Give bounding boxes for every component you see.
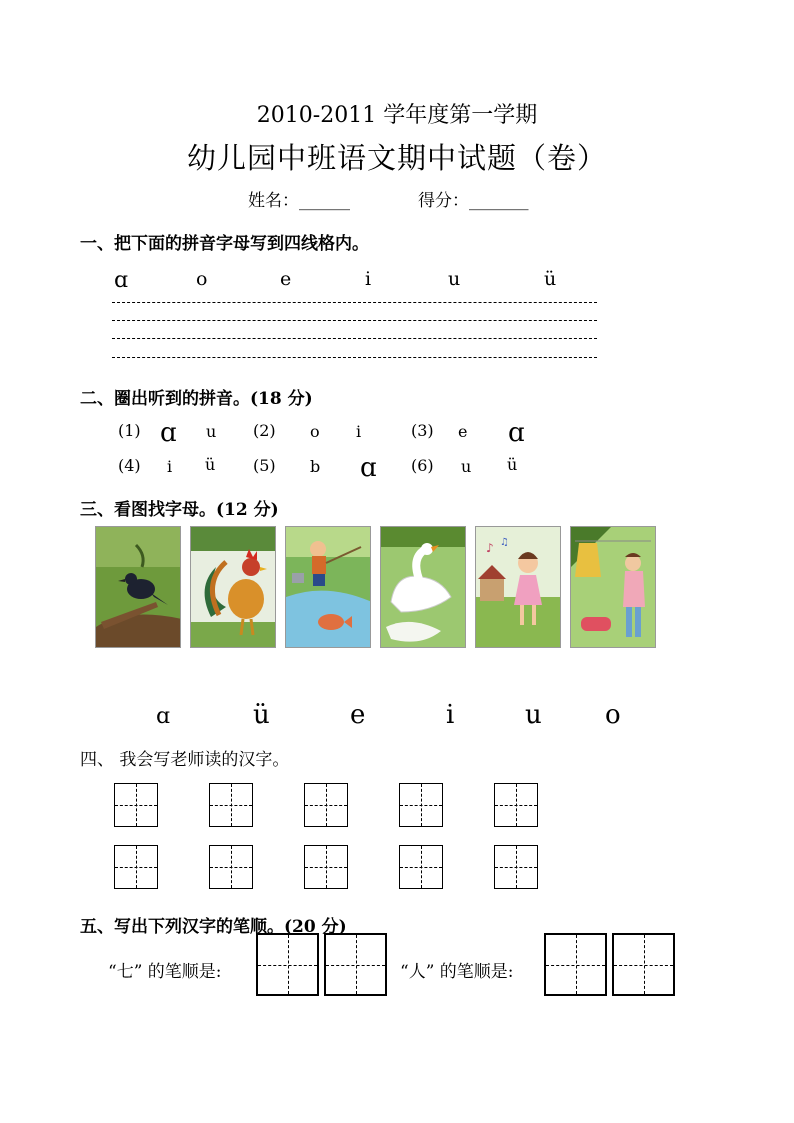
section1-heading: 一、把下面的拼音字母写到四线格内。 (80, 234, 369, 254)
tian-grid-box[interactable] (114, 845, 158, 889)
item-number: (3) (411, 421, 434, 440)
svg-text:♫: ♫ (500, 537, 509, 548)
stroke-order-label-qi: “七” 的笔顺是: (108, 962, 222, 982)
tian-grid-box[interactable] (209, 783, 253, 827)
pinyin-option[interactable]: e (458, 422, 468, 441)
section1-letter: e (280, 268, 292, 290)
pinyin-option[interactable]: o (310, 422, 320, 441)
item-number: (6) (411, 456, 434, 475)
girl-singing-picture (475, 526, 561, 648)
tian-grid-box[interactable] (114, 783, 158, 827)
section1-letter: ɑ (114, 268, 129, 293)
tian-grid-box[interactable] (494, 845, 538, 889)
pinyin-option[interactable]: ü (205, 455, 216, 474)
score-field: 得分：_______ (418, 191, 529, 211)
stroke-order-label-ren: “人” 的笔顺是: (400, 962, 514, 982)
section5-heading: 五、写出下列汉字的笔顺。(20 分) (80, 917, 347, 937)
pinyin-option[interactable]: ɑ (360, 453, 377, 483)
page-title: 幼儿园中班语文期中试题（卷） (186, 141, 607, 175)
four-line-grid-line (112, 302, 597, 303)
pinyin-option[interactable]: ɑ (160, 418, 177, 448)
section4-heading: 四、 我会写老师读的汉字。 (80, 750, 290, 770)
picture-letter: o (605, 700, 621, 730)
picture-letter: e (350, 700, 366, 730)
section1-letter: o (196, 268, 208, 290)
stroke-order-box[interactable] (324, 933, 387, 996)
pinyin-option[interactable]: ü (507, 455, 518, 474)
pinyin-option[interactable]: u (461, 457, 472, 476)
svg-text:♪: ♪ (486, 541, 494, 555)
crow-picture (95, 526, 181, 648)
stroke-order-box[interactable] (256, 933, 319, 996)
four-line-grid-line (112, 357, 597, 358)
section1-letter: ü (544, 268, 557, 290)
tian-grid-box[interactable] (209, 845, 253, 889)
item-number: (5) (253, 456, 276, 475)
section3-heading: 三、看图找字母。(12 分) (80, 500, 279, 520)
goose-picture (380, 526, 466, 648)
tian-grid-box[interactable] (494, 783, 538, 827)
tian-grid-box[interactable] (399, 845, 443, 889)
tian-grid-box[interactable] (304, 845, 348, 889)
pinyin-option[interactable]: i (356, 422, 362, 441)
rooster-picture (190, 526, 276, 648)
picture-letter: i (446, 700, 455, 730)
item-number: (1) (118, 421, 141, 440)
tian-grid-box[interactable] (304, 783, 348, 827)
tian-grid-box[interactable] (399, 783, 443, 827)
pinyin-option[interactable]: i (167, 457, 173, 476)
item-number: (4) (118, 456, 141, 475)
section2-heading: 二、圈出听到的拼音。(18 分) (80, 389, 313, 409)
picture-letter: u (525, 700, 542, 730)
four-line-grid-line (112, 320, 597, 321)
name-field: 姓名：______ (248, 191, 350, 211)
picture-letter: ü (253, 700, 270, 730)
section1-letter: i (365, 268, 372, 290)
picture-letter: ɑ (156, 704, 171, 729)
pinyin-option[interactable]: ɑ (508, 418, 525, 448)
pinyin-option[interactable]: b (310, 457, 321, 476)
item-number: (2) (253, 421, 276, 440)
woman-clothes-picture (570, 526, 656, 648)
pinyin-option[interactable]: u (206, 422, 217, 441)
section1-letter: u (448, 268, 461, 290)
four-line-grid-line (112, 338, 597, 339)
stroke-order-box[interactable] (544, 933, 607, 996)
stroke-order-box[interactable] (612, 933, 675, 996)
boy-fishing-picture (285, 526, 371, 648)
year-line: 2010-2011 学年度第一学期 (256, 103, 538, 128)
